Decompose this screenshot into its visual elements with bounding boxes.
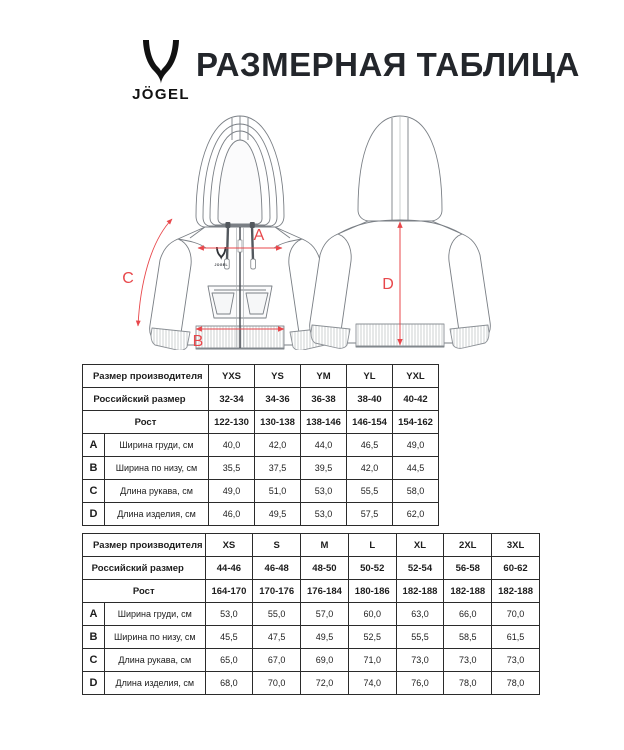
size-cell: XS <box>205 534 253 557</box>
value-cell: 73,0 <box>492 649 540 672</box>
value-cell: 65,0 <box>205 649 253 672</box>
value-cell: 55,0 <box>253 603 301 626</box>
table-row <box>83 480 439 503</box>
row-label-manufacturer: Размер производителя <box>83 365 209 388</box>
table-row-manufacturer <box>83 534 540 557</box>
value-cell: 42,0 <box>255 434 301 457</box>
row-label-russian: Российский размер <box>83 557 206 580</box>
value-cell: 60,0 <box>348 603 396 626</box>
value-cell: 68,0 <box>205 672 253 695</box>
russian-size-cell: 38-40 <box>347 388 393 411</box>
value-cell: 72,0 <box>301 672 349 695</box>
size-cell: 3XL <box>492 534 540 557</box>
value-cell: 70,0 <box>253 672 301 695</box>
marker-letter-cell: C <box>83 480 105 503</box>
size-cell: YXS <box>209 365 255 388</box>
russian-size-cell: 52-54 <box>396 557 444 580</box>
russian-size-cell: 60-62 <box>492 557 540 580</box>
hoodie-front-view <box>150 116 331 350</box>
value-cell: 57,5 <box>347 503 393 526</box>
row-label-height: Рост <box>83 580 206 603</box>
table-row <box>83 457 439 480</box>
value-cell: 42,0 <box>347 457 393 480</box>
value-cell: 62,0 <box>393 503 439 526</box>
height-cell: 176-184 <box>301 580 349 603</box>
height-cell: 170-176 <box>253 580 301 603</box>
table-row <box>83 626 540 649</box>
marker-letter-cell: B <box>83 626 105 649</box>
table-row-russian-size <box>83 557 540 580</box>
size-cell: YL <box>347 365 393 388</box>
russian-size-cell: 40-42 <box>393 388 439 411</box>
value-cell: 51,0 <box>255 480 301 503</box>
marker-d-label: D <box>382 276 394 293</box>
row-label-manufacturer: Размер производителя <box>83 534 206 557</box>
value-cell: 73,0 <box>396 649 444 672</box>
measurement-name-cell: Длина изделия, см <box>105 503 209 526</box>
value-cell: 49,5 <box>301 626 349 649</box>
value-cell: 78,0 <box>492 672 540 695</box>
height-cell: 122-130 <box>209 411 255 434</box>
value-cell: 73,0 <box>444 649 492 672</box>
russian-size-cell: 48-50 <box>301 557 349 580</box>
height-cell: 182-188 <box>396 580 444 603</box>
value-cell: 53,0 <box>205 603 253 626</box>
value-cell: 63,0 <box>396 603 444 626</box>
height-cell: 180-186 <box>348 580 396 603</box>
height-cell: 130-138 <box>255 411 301 434</box>
russian-size-cell: 36-38 <box>301 388 347 411</box>
value-cell: 53,0 <box>301 503 347 526</box>
table-row <box>83 434 439 457</box>
measurement-name-cell: Ширина по низу, см <box>105 626 206 649</box>
value-cell: 52,5 <box>348 626 396 649</box>
table-row <box>83 603 540 626</box>
marker-letter-cell: C <box>83 649 105 672</box>
measurement-name-cell: Ширина груди, см <box>105 434 209 457</box>
marker-letter-cell: A <box>83 434 105 457</box>
marker-c-label: C <box>122 270 134 287</box>
size-cell: XL <box>396 534 444 557</box>
value-cell: 35,5 <box>209 457 255 480</box>
table-row-height <box>83 411 439 434</box>
value-cell: 74,0 <box>348 672 396 695</box>
value-cell: 69,0 <box>301 649 349 672</box>
table-row <box>83 503 439 526</box>
garment-illustration <box>0 100 624 350</box>
russian-size-cell: 46-48 <box>253 557 301 580</box>
value-cell: 71,0 <box>348 649 396 672</box>
size-cell: S <box>253 534 301 557</box>
value-cell: 55,5 <box>396 626 444 649</box>
value-cell: 45,5 <box>205 626 253 649</box>
size-cell: YS <box>255 365 301 388</box>
value-cell: 46,5 <box>347 434 393 457</box>
value-cell: 49,5 <box>255 503 301 526</box>
brand-wordmark: JÖGEL <box>132 86 190 103</box>
height-cell: 182-188 <box>444 580 492 603</box>
size-cell: 2XL <box>444 534 492 557</box>
table-row <box>83 672 540 695</box>
marker-letter-cell: D <box>83 672 105 695</box>
value-cell: 47,5 <box>253 626 301 649</box>
value-cell: 67,0 <box>253 649 301 672</box>
value-cell: 39,5 <box>301 457 347 480</box>
size-cell: M <box>301 534 349 557</box>
value-cell: 55,5 <box>347 480 393 503</box>
height-cell: 164-170 <box>205 580 253 603</box>
value-cell: 37,5 <box>255 457 301 480</box>
height-cell: 182-188 <box>492 580 540 603</box>
value-cell: 66,0 <box>444 603 492 626</box>
value-cell: 58,0 <box>393 480 439 503</box>
value-cell: 44,5 <box>393 457 439 480</box>
marker-letter-cell: D <box>83 503 105 526</box>
value-cell: 53,0 <box>301 480 347 503</box>
size-table-youth <box>82 364 439 526</box>
russian-size-cell: 32-34 <box>209 388 255 411</box>
table-row-height <box>83 580 540 603</box>
value-cell: 44,0 <box>301 434 347 457</box>
value-cell: 57,0 <box>301 603 349 626</box>
size-cell: YXL <box>393 365 439 388</box>
marker-a-label: A <box>253 227 265 244</box>
marker-letter-cell: B <box>83 457 105 480</box>
size-cell: L <box>348 534 396 557</box>
value-cell: 61,5 <box>492 626 540 649</box>
value-cell: 78,0 <box>444 672 492 695</box>
height-cell: 146-154 <box>347 411 393 434</box>
value-cell: 58,5 <box>444 626 492 649</box>
height-cell: 138-146 <box>301 411 347 434</box>
row-label-height: Рост <box>83 411 209 434</box>
jogel-shield-icon <box>140 38 182 86</box>
table-row <box>83 649 540 672</box>
value-cell: 70,0 <box>492 603 540 626</box>
measurement-name-cell: Длина рукава, см <box>105 649 206 672</box>
table-row-manufacturer <box>83 365 439 388</box>
russian-size-cell: 56-58 <box>444 557 492 580</box>
russian-size-cell: 50-52 <box>348 557 396 580</box>
value-cell: 49,0 <box>393 434 439 457</box>
row-label-russian: Российский размер <box>83 388 209 411</box>
measurement-name-cell: Длина рукава, см <box>105 480 209 503</box>
value-cell: 40,0 <box>209 434 255 457</box>
marker-b-label: B <box>192 333 204 350</box>
measurement-name-cell: Ширина груди, см <box>105 603 206 626</box>
height-cell: 154-162 <box>393 411 439 434</box>
illustration-svg <box>0 100 624 350</box>
size-cell: YM <box>301 365 347 388</box>
svg-text:JOGEL: JOGEL <box>214 263 228 267</box>
page-title: РАЗМЕРНАЯ ТАБЛИЦА <box>196 46 580 83</box>
value-cell: 76,0 <box>396 672 444 695</box>
value-cell: 49,0 <box>209 480 255 503</box>
measurement-name-cell: Длина изделия, см <box>105 672 206 695</box>
size-table-adult <box>82 533 540 695</box>
table-row-russian-size <box>83 388 439 411</box>
russian-size-cell: 44-46 <box>205 557 253 580</box>
value-cell: 46,0 <box>209 503 255 526</box>
russian-size-cell: 34-36 <box>255 388 301 411</box>
measurement-name-cell: Ширина по низу, см <box>105 457 209 480</box>
marker-letter-cell: A <box>83 603 105 626</box>
